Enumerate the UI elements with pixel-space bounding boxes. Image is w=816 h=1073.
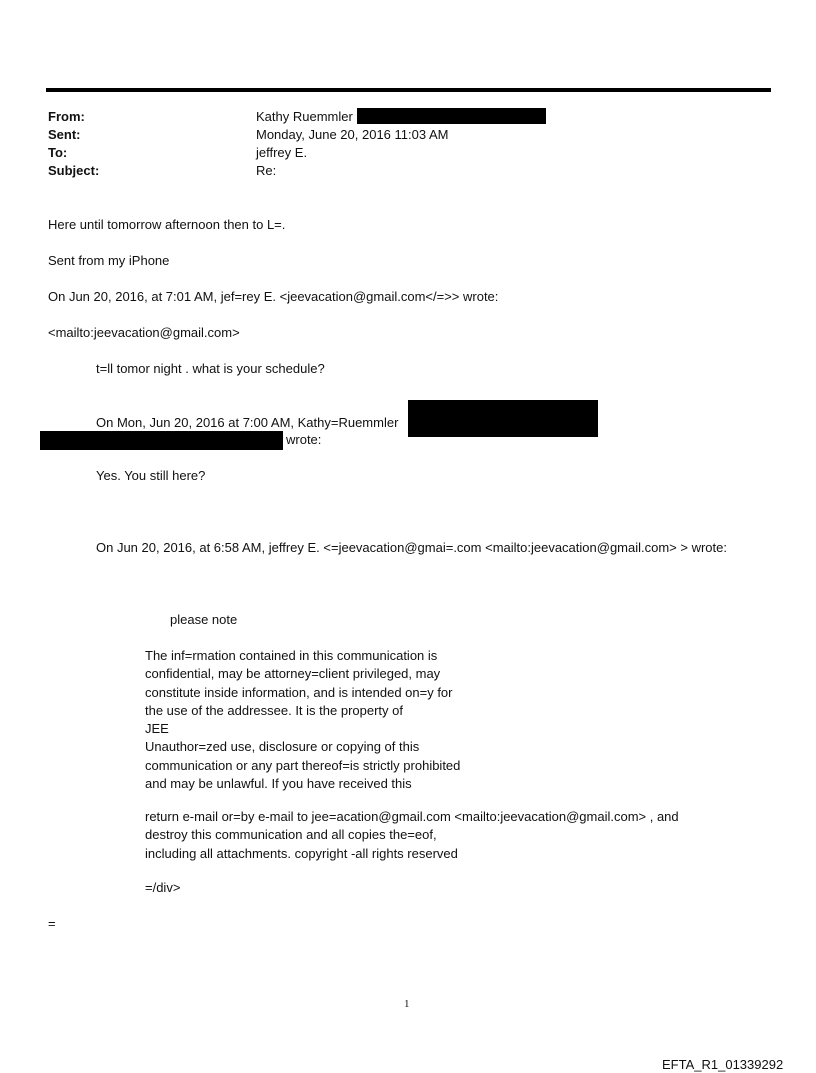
disclaimer-block <box>145 808 679 863</box>
wrote-text: wrote: <box>286 432 322 447</box>
disclaimer-line: confidential, may be attorney=client privileged, may <box>145 666 441 682</box>
disclaimer-line: return e-mail or=by e-mail to jee=acation@gmail.com <mailto:jeevacation@gmail.com> , and <box>145 809 679 824</box>
to-value: jeffrey E. <box>256 145 308 160</box>
redaction-block <box>40 431 283 450</box>
quote-intro: On Mon, Jun 20, 2016 at 7:00 AM, Kathy=Ruemmler <box>96 415 399 430</box>
mailto-line: <mailto:jeevacation@gmail.com> <box>48 325 240 340</box>
disclaimer-line: JEE <box>145 721 169 737</box>
disclaimer-line: constitute inside information, and is intended on=y for <box>145 684 453 700</box>
subject-value: Re: <box>256 163 277 178</box>
from-value: Kathy Ruemmler <box>256 109 353 124</box>
div-close-text: =/div> <box>145 880 181 895</box>
quoted-text: t=ll tomor night . what is your schedule? <box>96 361 325 376</box>
document-id: EFTA_R1_01339292 <box>662 1057 784 1072</box>
sent-label: Sent: <box>48 127 81 142</box>
sent-value: Monday, June 20, 2016 11:03 AM <box>256 127 449 142</box>
please-note: please note <box>170 612 238 627</box>
body-line: Here until tomorrow afternoon then to L=. <box>48 217 286 232</box>
disclaimer-line: The inf=rmation contained in this communication is <box>145 648 438 663</box>
from-label: From: <box>48 109 85 124</box>
page-number: 1 <box>404 998 410 1010</box>
quoted-text: Yes. You still here? <box>96 468 206 483</box>
disclaimer-line: communication or any part thereof=is strictly prohibited <box>145 757 461 773</box>
subject-label: Subject: <box>48 163 100 178</box>
disclaimer-line: the use of the addressee. It is the property of <box>145 702 403 718</box>
redaction-block <box>408 400 598 437</box>
disclaimer-line: Unauthor=zed use, disclosure or copying of this <box>145 739 420 755</box>
quote-intro: On Jun 20, 2016, at 6:58 AM, jeffrey E. <=jeevacation@gmai=.com <mailto:jeevacation@gmail.com> > wrote: <box>96 540 727 555</box>
disclaimer-line: and may be unlawful. If you have received this <box>145 776 412 792</box>
redaction-block <box>357 108 546 124</box>
header-rule <box>46 88 771 92</box>
signature: Sent from my iPhone <box>48 253 170 268</box>
to-label: To: <box>48 145 68 160</box>
quote-intro: On Jun 20, 2016, at 7:01 AM, jef=rey E. <jeevacation@gmail.com</=>> wrote: <box>48 289 499 304</box>
trailing-char: = <box>48 916 56 931</box>
disclaimer-line: destroy this communication and all copies the=eof, <box>145 827 437 843</box>
disclaimer-block <box>145 647 460 793</box>
disclaimer-line: including all attachments. copyright -all rights reserved <box>145 845 458 861</box>
